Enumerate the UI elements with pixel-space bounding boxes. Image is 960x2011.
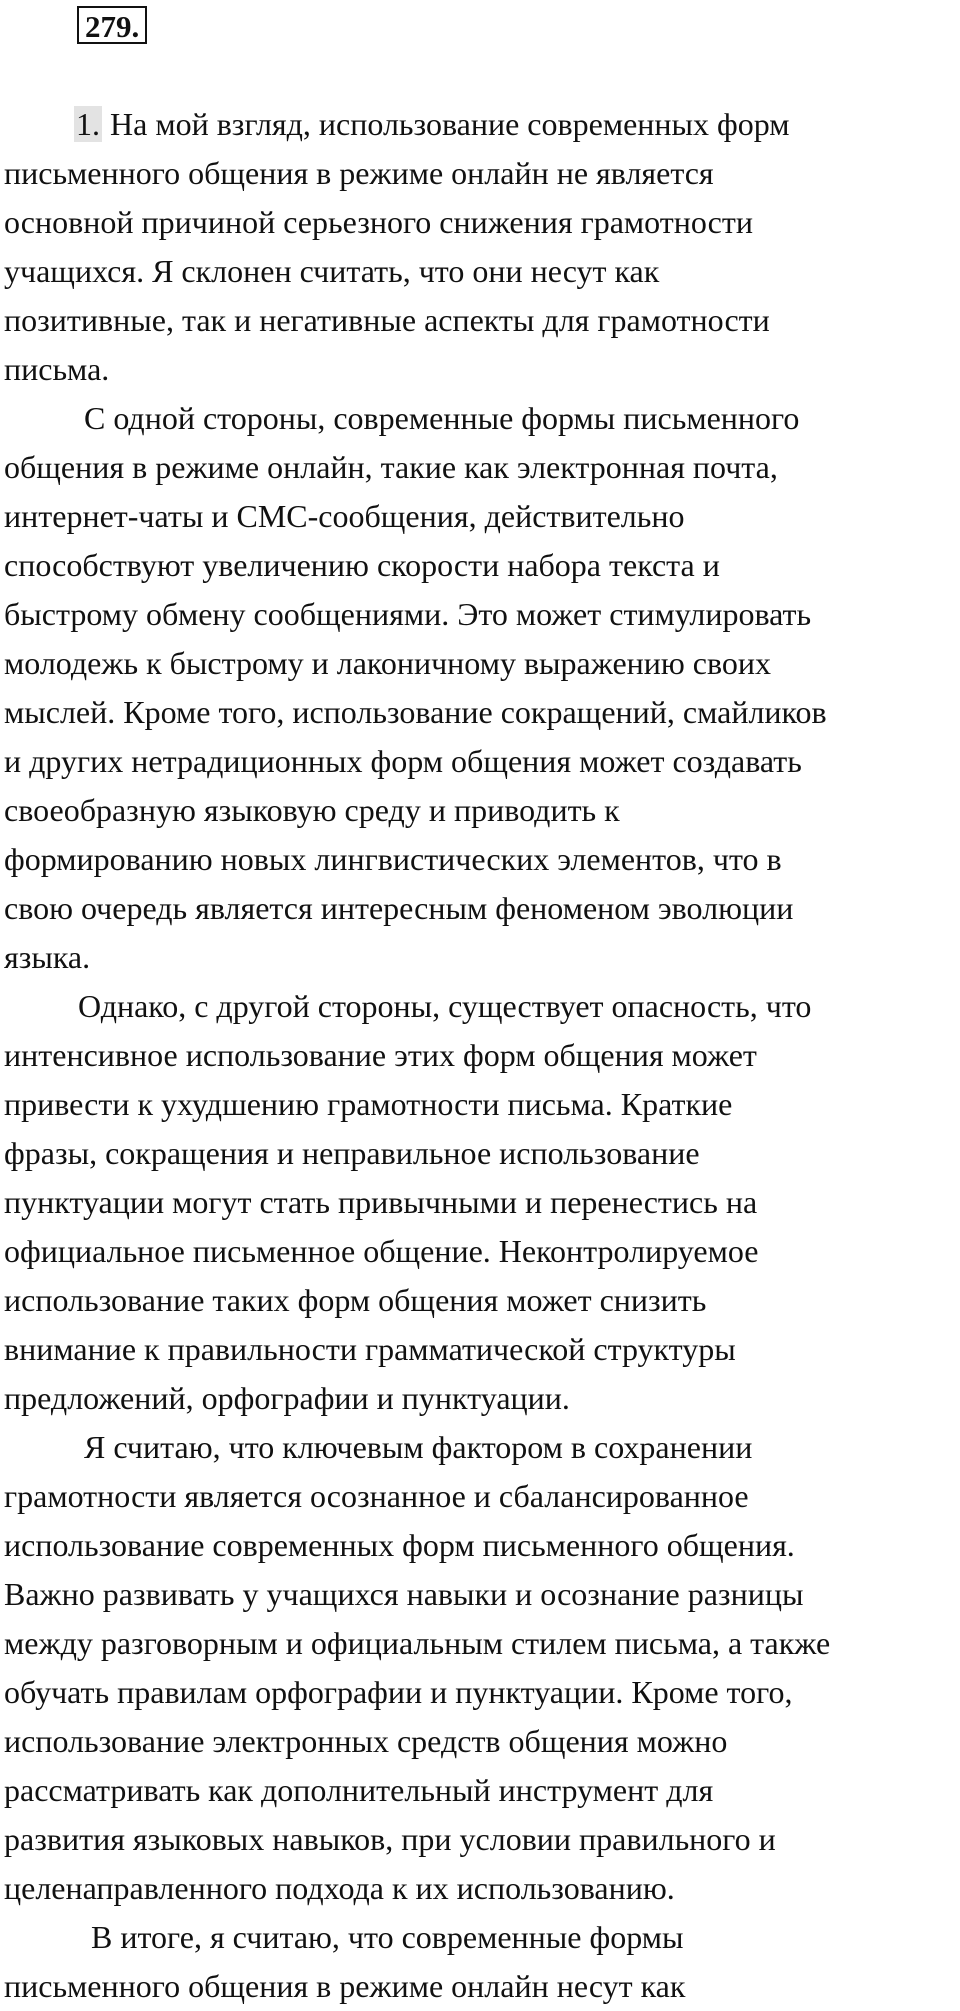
text-line: предложений, орфографии и пунктуации. <box>4 1380 570 1416</box>
text-line: привести к ухудшению грамотности письма. Краткие <box>4 1086 733 1122</box>
text-line: грамотности является осознанное и сбалансированное <box>4 1478 749 1514</box>
text-line: быстрому обмену сообщениями. Это может стимулировать <box>4 596 812 632</box>
text-line: 1. На мой взгляд, использование современных форм <box>76 106 790 142</box>
text-line: рассматривать как дополнительный инструмент для <box>4 1772 714 1808</box>
text-line: формированию новых лингвистических элементов, что в <box>4 841 782 877</box>
text-line: Важно развивать у учащихся навыки и осознание разницы <box>4 1576 804 1612</box>
text-line: молодежь к быстрому и лаконичному выражению своих <box>4 645 772 681</box>
answer-text <box>4 100 954 2011</box>
text-line: фразы, сокращения и неправильное использование <box>4 1135 700 1171</box>
text-line: и других нетрадиционных форм общения может создавать <box>4 743 802 779</box>
paragraph-start-line: Однако, с другой стороны, существует опасность, что <box>78 988 812 1024</box>
text-line: языка. <box>4 939 91 975</box>
text-line: интенсивное использование этих форм общения может <box>4 1037 757 1073</box>
text-line: письменного общения в режиме онлайн несут как <box>4 1968 686 2004</box>
text-line: пунктуации могут стать привычными и перенестись на <box>4 1184 758 1220</box>
task-number-box: 279. <box>77 6 147 44</box>
text-line: использование электронных средств общения можно <box>4 1723 728 1759</box>
text-line: обучать правилам орфографии и пунктуации. Кроме того, <box>4 1674 793 1710</box>
text-line: использование таких форм общения может снизить <box>4 1282 707 1318</box>
paragraph-start-line: В итоге, я считаю, что современные формы <box>91 1919 684 1955</box>
paragraph-start-line: С одной стороны, современные формы письменного <box>84 400 800 436</box>
text-line: свою очередь является интересным феноменом эволюции <box>4 890 794 926</box>
item-marker: 1. <box>76 106 100 142</box>
text-line: письма. <box>4 351 110 387</box>
text-line: интернет-чаты и СМС-сообщения, действительно <box>4 498 685 534</box>
text-line: учащихся. Я склонен считать, что они несут как <box>4 253 660 289</box>
text-line: письменного общения в режиме онлайн не является <box>4 155 714 191</box>
text-line: основной причиной серьезного снижения грамотности <box>4 204 753 240</box>
text-line: способствуют увеличению скорости набора текста и <box>4 547 720 583</box>
text-line: использование современных форм письменного общения. <box>4 1527 795 1563</box>
text-line: развития языковых навыков, при условии правильного и <box>4 1821 776 1857</box>
text-line: позитивные, так и негативные аспекты для грамотности <box>4 302 770 338</box>
text-line: мыслей. Кроме того, использование сокращений, смайликов <box>4 694 827 730</box>
text-line: целенаправленного подхода к их использованию. <box>4 1870 675 1906</box>
paragraph-start-line: Я считаю, что ключевым фактором в сохранении <box>84 1429 753 1465</box>
text-line: своеобразную языковую среду и приводить к <box>4 792 620 828</box>
text-line: внимание к правильности грамматической структуры <box>4 1331 736 1367</box>
text-line: общения в режиме онлайн, такие как электронная почта, <box>4 449 778 485</box>
text-line: между разговорным и официальным стилем письма, а также <box>4 1625 831 1661</box>
text-line: официальное письменное общение. Неконтролируемое <box>4 1233 759 1269</box>
